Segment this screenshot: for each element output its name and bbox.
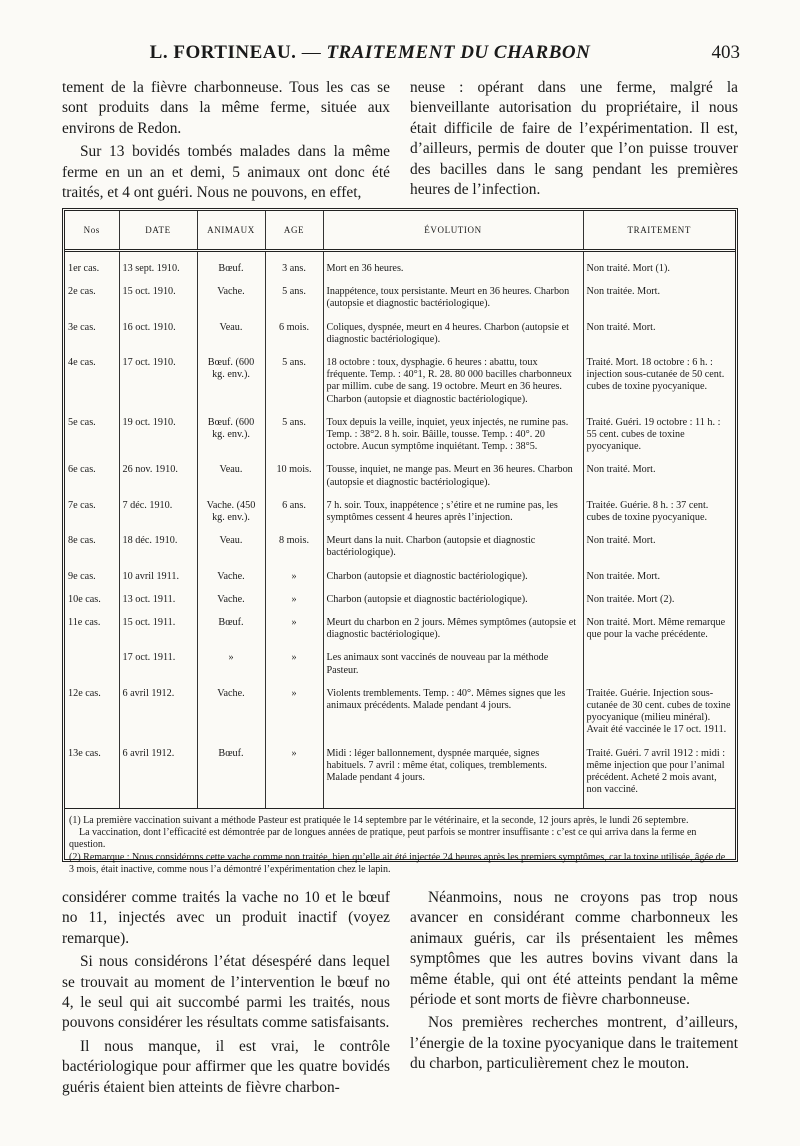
table-footnotes	[65, 808, 735, 877]
age-cell: »	[265, 688, 323, 737]
evolution-cell: Tousse, inquiet, ne mange pas. Meurt en 36 heures. Charbon (autopsie et diagnostic bactériologique).	[323, 464, 583, 488]
spacer-cell	[65, 524, 119, 535]
spacer-cell	[265, 311, 323, 322]
row-spacer	[65, 311, 735, 322]
spacer-cell	[583, 275, 735, 286]
case-number-cell: 4e cas.	[65, 357, 119, 406]
case-number-cell: 3e cas.	[65, 322, 119, 346]
spacer-cell	[323, 560, 583, 571]
spacer-cell	[265, 583, 323, 594]
animal-cell: »	[197, 652, 265, 676]
title-dash: —	[296, 42, 327, 63]
top-right-column	[410, 78, 738, 206]
spacer-cell	[119, 524, 197, 535]
spacer-cell	[65, 251, 119, 264]
date-cell: 17 oct. 1910.	[119, 357, 197, 406]
table-row	[65, 652, 735, 676]
treatment-cell: Non traité. Mort.	[586, 535, 656, 547]
table-row	[65, 500, 735, 524]
spacer-cell	[583, 641, 735, 652]
spacer-cell	[65, 583, 119, 594]
spacer-cell	[119, 641, 197, 652]
spacer-cell	[65, 275, 119, 286]
date-cell: 19 oct. 1910.	[119, 417, 197, 454]
spacer-cell	[119, 677, 197, 688]
spacer-cell	[583, 489, 735, 500]
spacer-cell	[323, 346, 583, 357]
spacer-cell	[119, 251, 197, 264]
age-cell: »	[265, 571, 323, 583]
spacer-cell	[197, 737, 265, 748]
age-cell: 10 mois.	[265, 464, 323, 488]
spacer-cell	[119, 737, 197, 748]
row-spacer	[65, 251, 735, 264]
age-cell: 5 ans.	[265, 417, 323, 454]
row-spacer	[65, 737, 735, 748]
date-cell: 16 oct. 1910.	[119, 322, 197, 346]
spacer-cell	[197, 406, 265, 417]
animal-cell: Vache. (450 kg. env.).	[197, 500, 265, 524]
evolution-cell: 7 h. soir. Toux, inappétence ; s’étire et ne rumine pas, les symptômes cessent 4 heures après l’injection.	[323, 500, 583, 524]
table-row	[65, 357, 735, 406]
table-row	[65, 464, 735, 488]
date-cell: 13 sept. 1910.	[119, 263, 197, 275]
date-cell: 6 avril 1912.	[119, 688, 197, 737]
case-number-cell: 6e cas.	[65, 464, 119, 488]
row-spacer	[65, 641, 735, 652]
case-number-cell: 12e cas.	[65, 688, 119, 737]
case-number-cell: 1er cas.	[65, 263, 119, 275]
evolution-cell: Meurt du charbon en 2 jours. Mêmes symptômes (autopsie et diagnostic bactériologique).	[323, 617, 583, 641]
spacer-cell	[119, 797, 197, 808]
row-spacer	[65, 560, 735, 571]
spacer-cell	[323, 311, 583, 322]
bottom-right-column	[410, 888, 738, 1101]
spacer-cell	[197, 275, 265, 286]
evolution-cell: Toux depuis la veille, inquiet, yeux injectés, ne rumine pas. Temp. : 38°2. 8 h. soir. Bâille, tousse. Temp. : 40°. 20 octobre. Aucun symptôme inquiétant. Temp. : 38°5.	[323, 417, 583, 454]
col-header-date: DATE	[119, 211, 197, 251]
animal-cell: Vache.	[197, 286, 265, 310]
date-cell: 15 oct. 1911.	[119, 617, 197, 641]
spacer-cell	[197, 797, 265, 808]
spacer-cell	[323, 606, 583, 617]
spacer-cell	[65, 453, 119, 464]
case-number-cell: 7e cas.	[65, 500, 119, 524]
animal-cell: Bœuf. (600 kg. env.).	[197, 417, 265, 454]
spacer-cell	[119, 311, 197, 322]
spacer-cell	[265, 737, 323, 748]
col-header-number: Nos	[65, 211, 119, 251]
col-header-evolution: ÉVOLUTION	[323, 211, 583, 251]
table-row	[65, 322, 735, 346]
running-header	[60, 42, 740, 66]
paragraph: Néanmoins, nous ne croyons pas trop nous avancer en considérant comme charbonneux les animaux guéris, car ils présentaient les mêmes symptômes que les autres bovins vivant dans la même étable, qui ont été atteints pendant la même période et sont morts de fièvre charbonneuse.	[410, 889, 738, 1009]
spacer-cell	[119, 275, 197, 286]
paragraph: neuse : opérant dans une ferme, malgré la bienveillante autorisation du propriétaire, il nous était difficile de faire de l’expérimentation. Il est, d’ailleurs, permis de douter que l’on puisse trouver des bacilles dans le sang pendant les premières heures de l’infection.	[410, 79, 738, 199]
spacer-cell	[65, 346, 119, 357]
spacer-cell	[65, 311, 119, 322]
spacer-cell	[65, 677, 119, 688]
age-cell: 8 mois.	[265, 535, 323, 559]
spacer-cell	[197, 560, 265, 571]
evolution-cell: Midi : léger ballonnement, dyspnée marquée, signes habituels. 7 avril : même état, coliques, tremblements. Malade pendant 4 jours.	[323, 748, 583, 797]
evolution-cell: Inappétence, toux persistante. Meurt en 36 heures. Charbon (autopsie et diagnostic bactériologique).	[323, 286, 583, 310]
spacer-cell	[265, 453, 323, 464]
table-row	[65, 748, 735, 797]
animal-cell: Vache.	[197, 688, 265, 737]
date-cell: 6 avril 1912.	[119, 748, 197, 797]
date-cell: 7 déc. 1910.	[119, 500, 197, 524]
treatment-cell	[583, 652, 735, 676]
spacer-cell	[119, 453, 197, 464]
spacer-cell	[265, 346, 323, 357]
spacer-cell	[119, 583, 197, 594]
row-spacer	[65, 797, 735, 808]
spacer-cell	[323, 797, 583, 808]
treatment-cell: Traitée. Guérie. 8 h. : 37 cent. cubes de toxine pyocyanique.	[586, 499, 709, 524]
spacer-cell	[583, 677, 735, 688]
case-number-cell: 10e cas.	[65, 594, 119, 606]
table-row	[65, 286, 735, 310]
table-header-row	[65, 211, 735, 251]
treatment-cell: Non traitée. Mort (2).	[586, 593, 675, 605]
spacer-cell	[265, 797, 323, 808]
animal-cell: Bœuf.	[197, 263, 265, 275]
spacer-cell	[265, 524, 323, 535]
treatment-cell: Non traité. Mort (1).	[586, 263, 670, 274]
spacer-cell	[583, 524, 735, 535]
case-number-cell	[65, 652, 119, 676]
evolution-cell: Charbon (autopsie et diagnostic bactériologique).	[323, 571, 583, 583]
spacer-cell	[323, 641, 583, 652]
age-cell: 6 mois.	[265, 322, 323, 346]
row-spacer	[65, 606, 735, 617]
cases-table-frame	[62, 208, 738, 876]
paragraph: tement de la fièvre charbonneuse. Tous les cas se sont produits dans la même ferme, située aux environs de Redon.	[62, 79, 390, 137]
col-header-animals: ANIMAUX	[197, 211, 265, 251]
date-cell: 10 avril 1911.	[119, 571, 197, 583]
spacer-cell	[119, 489, 197, 500]
case-number-cell: 11e cas.	[65, 617, 119, 641]
spacer-cell	[583, 251, 735, 264]
table-row	[65, 688, 735, 737]
treatment-cell: Non traité. Mort. Même remarque que pour la vache précédente.	[586, 617, 726, 641]
col-header-treatment: TRAITEMENT	[583, 211, 735, 251]
spacer-cell	[265, 406, 323, 417]
case-number-cell: 13e cas.	[65, 748, 119, 797]
spacer-cell	[197, 453, 265, 464]
spacer-cell	[583, 406, 735, 417]
spacer-cell	[323, 524, 583, 535]
table-row	[65, 263, 735, 275]
treatment-cell: Traité. Guéri. 19 octobre : 11 h. : 55 cent. cubes de toxine pyocyanique.	[586, 416, 721, 453]
treatment-cell: Traité. Guéri. 7 avril 1912 : midi : même injection que pour l’animal précédent. Acheté 2 mois avant, non vacciné.	[586, 747, 726, 796]
animal-cell: Vache.	[197, 594, 265, 606]
spacer-cell	[119, 560, 197, 571]
col-header-age: AGE	[265, 211, 323, 251]
spacer-cell	[583, 311, 735, 322]
spacer-cell	[197, 606, 265, 617]
age-cell: »	[265, 617, 323, 641]
evolution-cell: 18 octobre : toux, dysphagie. 6 heures : abattu, toux fréquente. Temp. : 40°1, R. 28. 80 000 bacilles charbonneux par millim. cube de sang. 19 octobre. Meurt en 36 heures. Charbon (autopsie et diagnostic bactériologique).	[323, 357, 583, 406]
table-row	[65, 417, 735, 454]
treatment-cell: Traitée. Guérie. Injection sous-cutanée de 30 cent. cubes de toxine pyocyanique (milieu minéral). Avait été vaccinée le 17 oct. 1911.	[586, 687, 731, 736]
page-number: 403	[711, 42, 740, 63]
date-cell: 15 oct. 1910.	[119, 286, 197, 310]
spacer-cell	[265, 606, 323, 617]
spacer-cell	[265, 560, 323, 571]
bottom-left-column	[62, 888, 390, 1101]
spacer-cell	[323, 489, 583, 500]
spacer-cell	[323, 453, 583, 464]
spacer-cell	[65, 737, 119, 748]
top-left-column	[62, 78, 390, 206]
spacer-cell	[65, 406, 119, 417]
spacer-cell	[197, 524, 265, 535]
date-cell: 13 oct. 1911.	[119, 594, 197, 606]
spacer-cell	[119, 346, 197, 357]
spacer-cell	[65, 797, 119, 808]
paragraph: considérer comme traités la vache no 10 et le bœuf no 11, injectés avec un produit inactif (voyez remarque).	[62, 889, 390, 947]
animal-cell: Bœuf. (600 kg. env.).	[197, 357, 265, 406]
spacer-cell	[197, 583, 265, 594]
row-spacer	[65, 583, 735, 594]
bottom-text-columns	[62, 888, 738, 1101]
spacer-cell	[583, 453, 735, 464]
evolution-cell: Charbon (autopsie et diagnostic bactériologique).	[323, 594, 583, 606]
spacer-cell	[119, 606, 197, 617]
animal-cell: Veau.	[197, 322, 265, 346]
treatment-cell: Traité. Mort. 18 octobre : 6 h. : injection sous-cutanée de 50 cent. cubes de toxine pyocyanique.	[586, 357, 725, 393]
animal-cell: Veau.	[197, 464, 265, 488]
evolution-cell: Violents tremblements. Temp. : 40°. Mêmes signes que les animaux précédents. Malade pendant 4 jours.	[323, 688, 583, 737]
age-cell: »	[265, 652, 323, 676]
age-cell: 6 ans.	[265, 500, 323, 524]
footnote: La vaccination, dont l’efficacité est démontrée par de longues années de pratique, peut parfois se montrer insuffisante : c’est ce qui arriva dans la ferme en question.	[69, 826, 697, 851]
animal-cell: Vache.	[197, 571, 265, 583]
treatment-cell: Non traitée. Mort.	[586, 286, 661, 298]
spacer-cell	[583, 737, 735, 748]
row-spacer	[65, 453, 735, 464]
table-row	[65, 617, 735, 641]
row-spacer	[65, 346, 735, 357]
spacer-cell	[323, 737, 583, 748]
spacer-cell	[65, 560, 119, 571]
spacer-cell	[197, 311, 265, 322]
case-number-cell: 8e cas.	[65, 535, 119, 559]
paragraph: Nos premières recherches montrent, d’ailleurs, l’énergie de la toxine pyocyanique dans le traitement du charbon, particulièrement chez le mouton.	[410, 1014, 738, 1073]
spacer-cell	[323, 275, 583, 286]
author-name: L. FORTINEAU.	[149, 42, 297, 63]
spacer-cell	[197, 346, 265, 357]
age-cell: »	[265, 594, 323, 606]
evolution-cell: Coliques, dyspnée, meurt en 4 heures. Charbon (autopsie et diagnostic bactériologique).	[323, 322, 583, 346]
spacer-cell	[197, 489, 265, 500]
paragraph: Il nous manque, il est vrai, le contrôle bactériologique pour affirmer que les quatre bovidés guéris étaient bien atteints de fièvre charbon-	[62, 1037, 390, 1096]
animal-cell: Bœuf.	[197, 617, 265, 641]
treatment-cell: Non traitée. Mort.	[586, 570, 661, 582]
spacer-cell	[65, 606, 119, 617]
table-row	[65, 535, 735, 559]
evolution-cell: Meurt dans la nuit. Charbon (autopsie et diagnostic bactériologique).	[323, 535, 583, 559]
spacer-cell	[119, 406, 197, 417]
animal-cell: Veau.	[197, 535, 265, 559]
spacer-cell	[323, 677, 583, 688]
paragraph: Sur 13 bovidés tombés malades dans la même ferme en un an et demi, 5 animaux ont donc été traités, et 4 ont guéri. Nous ne pouvons, en effet,	[62, 143, 390, 202]
animal-cell: Bœuf.	[197, 748, 265, 797]
treatment-cell: Non traité. Mort.	[586, 464, 656, 476]
spacer-cell	[65, 641, 119, 652]
spacer-cell	[197, 251, 265, 264]
spacer-cell	[265, 275, 323, 286]
age-cell: 3 ans.	[265, 263, 323, 275]
spacer-cell	[197, 641, 265, 652]
spacer-cell	[323, 251, 583, 264]
spacer-cell	[197, 677, 265, 688]
spacer-cell	[583, 797, 735, 808]
table-row	[65, 594, 735, 606]
row-spacer	[65, 406, 735, 417]
age-cell: 5 ans.	[265, 357, 323, 406]
spacer-cell	[65, 489, 119, 500]
spacer-cell	[583, 606, 735, 617]
spacer-cell	[265, 677, 323, 688]
spacer-cell	[323, 406, 583, 417]
spacer-cell	[583, 346, 735, 357]
top-text-columns	[62, 78, 738, 206]
footnote: (2) Remarque : Nous considérons cette vache comme non traitée, bien qu’elle ait été injectée 24 heures après les premiers symptômes, car la toxine utilisée, âgée de 3 mois, était inactive, comme nous l’a démontré l’expérimentation chez le lapin.	[69, 851, 726, 876]
age-cell: 5 ans.	[265, 286, 323, 310]
spacer-cell	[265, 251, 323, 264]
spacer-cell	[265, 641, 323, 652]
evolution-cell: Mort en 36 heures.	[323, 263, 583, 275]
spacer-cell	[583, 560, 735, 571]
date-cell: 26 nov. 1910.	[119, 464, 197, 488]
spacer-cell	[265, 489, 323, 500]
article-title: TRAITEMENT DU CHARBON	[326, 42, 591, 63]
case-number-cell: 9e cas.	[65, 571, 119, 583]
spacer-cell	[323, 583, 583, 594]
age-cell: »	[265, 748, 323, 797]
evolution-cell: Les animaux sont vaccinés de nouveau par la méthode Pasteur.	[323, 652, 583, 676]
spacer-cell	[583, 583, 735, 594]
row-spacer	[65, 489, 735, 500]
row-spacer	[65, 275, 735, 286]
footnote: (1) La première vaccination suivant a méthode Pasteur est pratiquée le 14 septembre par le vétérinaire, et la seconde, 12 jours après, le lundi 26 septembre.	[69, 814, 689, 826]
row-spacer	[65, 524, 735, 535]
date-cell: 18 déc. 1910.	[119, 535, 197, 559]
paragraph: Si nous considérons l’état désespéré dans lequel se trouvait au moment de l’intervention le bœuf no 4, le seul qui ait succombé parmi les traités, nous pouvons considérer les résultats comme satisfaisants.	[62, 953, 390, 1032]
cases-table	[65, 211, 735, 808]
table-row	[65, 571, 735, 583]
treatment-cell: Non traité. Mort.	[586, 321, 656, 333]
case-number-cell: 2e cas.	[65, 286, 119, 310]
running-title	[60, 42, 680, 64]
date-cell: 17 oct. 1911.	[119, 652, 197, 676]
row-spacer	[65, 677, 735, 688]
case-number-cell: 5e cas.	[65, 417, 119, 454]
